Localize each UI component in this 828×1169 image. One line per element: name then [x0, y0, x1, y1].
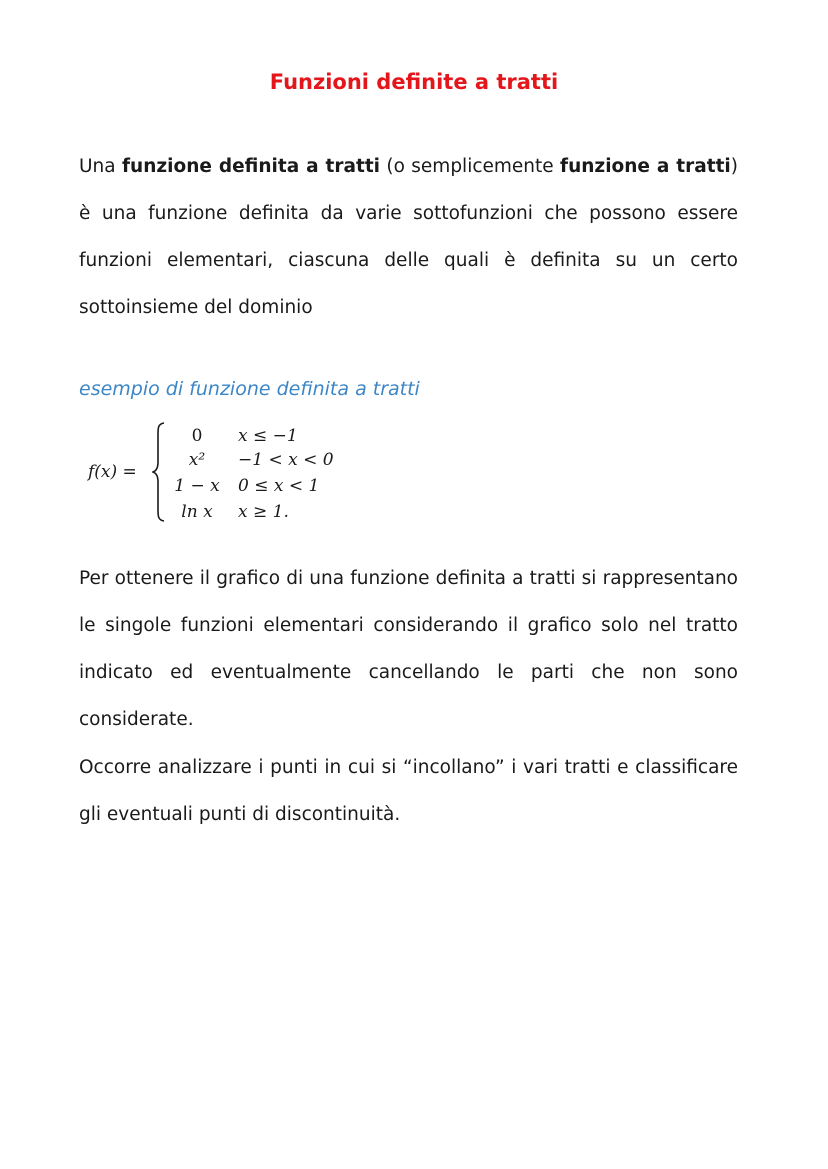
formula-row-value: ln x — [181, 502, 213, 522]
intro-text-1: Una — [79, 156, 122, 177]
formula-lhs: f(x) = — [88, 462, 137, 482]
example-heading: esempio di funzione definita a tratti — [79, 378, 420, 400]
intro-paragraph — [79, 143, 738, 331]
formula-row-value: x² — [188, 450, 206, 470]
discontinuity-paragraph: Occorre analizzare i punti in cui si “incollano” i vari tratti e classificare gli eventuali punti di discontinuità. — [79, 757, 738, 825]
intro-bold-1: funzione definita a tratti — [121, 156, 380, 177]
intro-bold-2: funzione a tratti — [560, 156, 731, 177]
formula-row-condition: −1 < x < 0 — [238, 450, 334, 470]
graph-paragraph: Per ottenere il grafico di una funzione definita a tratti si rappresentano le singole funzioni elementari considerando il grafico solo nel tratto indicato ed eventualmente cancellando le parti che non sono considerate. — [79, 568, 738, 730]
page-title: Funzioni definite a tratti — [269, 70, 559, 94]
intro-text-2: (o semplicemente — [380, 156, 561, 177]
left-brace-icon — [152, 422, 166, 522]
formula-row-condition: 0 ≤ x < 1 — [238, 476, 320, 496]
piecewise-formula — [88, 420, 368, 530]
formula-row-value: 0 — [191, 426, 203, 446]
formula-row-condition: x ≥ 1. — [238, 502, 289, 522]
intro-text-3: ) è una funzione definita da varie sottofunzioni che possono essere funzioni elementari, ciascuna delle quali è definita su un certo sottoinsieme del dominio — [79, 156, 738, 318]
formula-row-condition: x ≤ −1 — [238, 426, 298, 446]
formula-row-value: 1 − x — [174, 476, 220, 496]
